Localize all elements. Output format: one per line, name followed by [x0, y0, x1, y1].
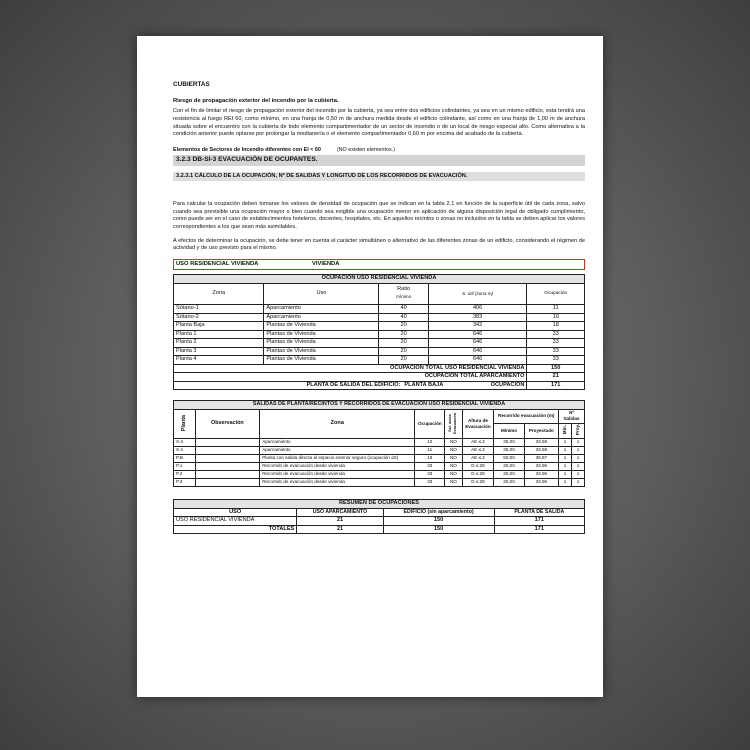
ratio-cell: 20 [379, 339, 428, 348]
planta-cell: S-2 [174, 438, 196, 446]
uso-label: USO RESIDENCIAL VIVIENDA [176, 260, 259, 267]
zona-cell: Aparcamiento [260, 438, 415, 446]
superficie-cell: 646 [428, 330, 527, 339]
planta-salida-ocup-label: OCUPACION [490, 381, 525, 388]
occupancy-row [174, 356, 585, 365]
minimo-cell: 25,00 [494, 478, 524, 486]
col-ratio: Ratio mínimo [379, 284, 428, 305]
summary-salida: 171 [494, 517, 584, 526]
ocupacion-cell: 33 [527, 339, 585, 348]
ocupacion-cell: 33 [527, 347, 585, 356]
altura-cell: D ≤ 28 [462, 478, 494, 486]
zona-cell: Planta con salida directa al espacio exterior seguro (ocupación ≤S) [260, 454, 415, 462]
planta-cell: P.2 [174, 470, 196, 478]
summary-uso: USO RESIDENCIAL VIVIENDA [174, 517, 297, 526]
col-nproy: Proy. [571, 423, 584, 438]
summary-row [174, 517, 585, 526]
salida-unica-cell: NO [445, 446, 462, 454]
minimo-cell: 35,00 [494, 438, 524, 446]
exits-row [174, 470, 585, 478]
altura-cell: AE ≤ 2 [462, 438, 494, 446]
uso-cell: Aparcamiento [264, 313, 379, 322]
superficie-cell: 406 [428, 305, 527, 314]
exits-caption: SALIDAS DE PLANTA/RECINTOS Y RECORRIDOS DE EVACUACION USO RESIDENCIAL VIVIENDA [174, 401, 585, 409]
zona-cell: Planta Baja [174, 322, 264, 331]
zona-cell: Recorrido de evacuación desde vivienda [260, 462, 415, 470]
exits-row [174, 478, 585, 486]
sector-label: Elementos de Sectores de Incendio diferentes con EI < 60 [173, 146, 321, 153]
nproy-cell: 1 [571, 462, 584, 470]
col-superficie: S. útil (zona m) [428, 284, 527, 305]
ocupacion-cell: 10 [415, 438, 445, 446]
ocupacion-cell: 11 [527, 305, 585, 314]
uso-cell: Plantas de Vivienda [264, 339, 379, 348]
minimo-cell: 35,00 [494, 446, 524, 454]
ocupacion-cell: 11 [415, 446, 445, 454]
ocupacion-cell: 33 [415, 478, 445, 486]
col-observacion: Observación [195, 409, 260, 438]
nproy-cell: 1 [571, 438, 584, 446]
observacion-cell [195, 438, 260, 446]
exits-row [174, 438, 585, 446]
salida-unica-cell: NO [445, 454, 462, 462]
total-aparcamiento-value: 21 [527, 373, 585, 382]
superficie-cell: 383 [428, 313, 527, 322]
col-minimo: Mínimo [494, 423, 524, 438]
col-salida-unica: Sal. única Evacuación [445, 409, 462, 438]
col-zona: Zona [174, 284, 264, 305]
minimo-cell: 25,00 [494, 462, 524, 470]
superficie-cell: 646 [428, 339, 527, 348]
exits-row [174, 446, 585, 454]
occupancy-row [174, 322, 585, 331]
paragraph-cubierta: Con el fin de limitar el riesgo de propagación exterior del incendio por la cubierta, ya sea entre dos edificios colindantes, ya sea en un mismo edificio, esta tendrá una resistencia al fuego REI 60, como mínimo, en una franja de 0,50 m de anchura medida desde el edificio colindante, así como en una franja de 1,00 m de anchura situada sobre el encuentro con la cubierta de todo elemento compartimentador de un sector de incendio o de un local de riesgo especial alto. Como alternativa a la condición anterior puede optarse por prolongar la medianería o el elemento compartimentador 0,60 m por encima del acabado de la cubierta. [173, 108, 585, 138]
nmin-cell: 1 [559, 478, 572, 486]
summary-edif: 150 [383, 517, 494, 526]
altura-cell: D ≤ 28 [462, 462, 494, 470]
superficie-cell: 646 [428, 347, 527, 356]
summary-aparc: 21 [297, 517, 383, 526]
altura-cell: AE ≤ 2 [462, 446, 494, 454]
proyectado-cell: 33,96 [524, 470, 558, 478]
proyectado-cell: 33,96 [524, 462, 558, 470]
occupancy-row [174, 305, 585, 314]
minimo-cell: 25,00 [494, 470, 524, 478]
subheading-propagacion: Riesgo de propagación exterior del incendio por la cubierta. [173, 97, 339, 104]
ocupacion-cell: 10 [527, 313, 585, 322]
totals-label: TOTALES [174, 525, 297, 534]
superficie-cell: 342 [428, 322, 527, 331]
ratio-cell: 20 [379, 322, 428, 331]
total-residencial-label: OCUPACION TOTAL USO RESIDENCIAL VIVIENDA [174, 364, 527, 373]
ocupacion-cell: 33 [527, 330, 585, 339]
zona-cell: Sótano-2 [174, 313, 264, 322]
proyectado-cell: 33,96 [524, 478, 558, 486]
col-proyectado: Proyectado [524, 423, 558, 438]
planta-salida-cell [174, 381, 527, 390]
nproy-cell: 1 [571, 446, 584, 454]
zona-cell: Planta 1 [174, 330, 264, 339]
altura-cell: AE ≤ 2 [462, 454, 494, 462]
paragraph-ocupacion: Para calcular la ocupación deben tomarse los valores de densidad de ocupación que se indican en la tabla 2.1 en función de la superficie útil de cada zona, salvo cuando sea previsible una ocupación mayor o bien cuando sea exigible una ocupación menor en aplicación de alguna disposición legal de obligado cumplimiento, como puede ser en el caso de establecimientos hoteleros, docentes, hospitales, etc. En aquellos recintos o zonas no incluidos en la tabla se deben aplicar los valores correspondientes a los que sean más asimilables. [173, 201, 585, 231]
occupancy-row [174, 347, 585, 356]
nmin-cell: 1 [559, 470, 572, 478]
col-uso: Uso [264, 284, 379, 305]
nproy-cell: 1 [571, 470, 584, 478]
observacion-cell [195, 478, 260, 486]
nmin-cell: 1 [559, 438, 572, 446]
planta-cell: P.3 [174, 478, 196, 486]
proyectado-cell: 33,58 [524, 446, 558, 454]
nmin-cell: 1 [559, 454, 572, 462]
occupancy-row [174, 313, 585, 322]
col-zona-exits: Zona [260, 409, 415, 438]
nproy-cell: 1 [571, 454, 584, 462]
zona-cell: Recorrido de evacuación desde vivienda [260, 478, 415, 486]
col-recorrido: Recorrido evacuación (m) [494, 409, 559, 423]
observacion-cell [195, 454, 260, 462]
observacion-cell [195, 462, 260, 470]
total-residencial-value: 150 [527, 364, 585, 373]
col-altura: Altura de Evacuación [462, 409, 494, 438]
ratio-cell: 20 [379, 347, 428, 356]
proyectado-cell: 33,58 [524, 438, 558, 446]
sector-line [173, 147, 585, 154]
planta-cell: P.B. [174, 454, 196, 462]
uso-cell: Plantas de Vivienda [264, 356, 379, 365]
summary-totals [174, 525, 585, 534]
col-ocupacion-exits: Ocupación [415, 409, 445, 438]
ratio-cell: 20 [379, 330, 428, 339]
ocupacion-cell: 18 [527, 322, 585, 331]
uso-cell: Plantas de Vivienda [264, 330, 379, 339]
observacion-cell [195, 446, 260, 454]
totals-edif: 150 [383, 525, 494, 534]
zona-cell: Planta 2 [174, 339, 264, 348]
salida-unica-cell: NO [445, 478, 462, 486]
subsection-title: 3.2.3.1 CÁLCULO DE LA OCUPACIÓN, Nº DE SALIDAS Y LONGITUD DE LOS RECORRIDOS DE EVACUACIÓN. [173, 172, 585, 182]
summary-caption: RESUMEN DE OCUPACIONES [174, 499, 585, 508]
superficie-cell: 646 [428, 356, 527, 365]
proyectado-cell: 39,87 [524, 454, 558, 462]
occupancy-row [174, 330, 585, 339]
document-page [137, 36, 603, 697]
uso-cell: Plantas de Vivienda [264, 322, 379, 331]
uso-cell: Plantas de Vivienda [264, 347, 379, 356]
nmin-cell: 1 [559, 462, 572, 470]
col-nmin: Mín. [559, 423, 572, 438]
ocupacion-cell: 33 [527, 356, 585, 365]
ocupacion-cell: 33 [415, 470, 445, 478]
planta-cell: P.1 [174, 462, 196, 470]
observacion-cell [195, 470, 260, 478]
occupancy-table [173, 274, 585, 390]
ratio-cell: 40 [379, 305, 428, 314]
planta-salida-ocup-value: 171 [527, 381, 585, 390]
salida-unica-cell: NO [445, 438, 462, 446]
planta-cell: S-1 [174, 446, 196, 454]
heading-cubiertas: CUBIERTAS [173, 81, 210, 88]
sector-note: (NO existen elementos.) [336, 146, 395, 153]
zona-cell: Aparcamiento [260, 446, 415, 454]
paragraph-simultaneo: A efectos de determinar la ocupación, se debe tener en cuenta el carácter simultáneo o alternativo de las diferentes zonas de un edificio, considerando el régimen de actividad y de uso previsto para el mismo. [173, 237, 585, 252]
occupancy-row [174, 339, 585, 348]
total-aparcamiento-label: OCUPACION TOTAL APARCAMIENTO [174, 373, 527, 382]
section-title: 3.2.3 DB-SI-3 EVACUACIÓN DE OCUPANTES. [173, 155, 585, 166]
summary-table [173, 499, 585, 534]
ocupacion-cell: 33 [415, 462, 445, 470]
uso-value: VIVIENDA [312, 260, 340, 267]
exits-row [174, 454, 585, 462]
totals-salida: 171 [494, 525, 584, 534]
exits-row [174, 462, 585, 470]
uso-cell: Aparcamiento [264, 305, 379, 314]
exits-table [173, 400, 585, 486]
salida-unica-cell: NO [445, 462, 462, 470]
planta-salida-label: PLANTA DE SALIDA DEL EDIFICIO: [306, 381, 401, 388]
ratio-cell: 40 [379, 313, 428, 322]
col-edif-summary: EDIFICIO (sin aparcamiento) [383, 508, 494, 517]
zona-cell: Sótano-1 [174, 305, 264, 314]
salida-unica-cell: NO [445, 470, 462, 478]
ratio-cell: 20 [379, 356, 428, 365]
col-salida-summary: PLANTA DE SALIDA [494, 508, 584, 517]
planta-salida-value: PLANTA BAJA [404, 381, 444, 388]
col-aparc-summary: USO APARCAMIENTO [297, 508, 383, 517]
col-uso-summary: USO [174, 508, 297, 517]
zona-cell: Planta 3 [174, 347, 264, 356]
col-ocupacion: Ocupación [527, 284, 585, 305]
minimo-cell: 50,00 [494, 454, 524, 462]
col-planta: Planta [174, 409, 196, 438]
totals-aparc: 21 [297, 525, 383, 534]
zona-cell: Planta 4 [174, 356, 264, 365]
ocupacion-cell: 18 [415, 454, 445, 462]
uso-box [173, 259, 585, 271]
nproy-cell: 1 [571, 478, 584, 486]
occupancy-caption: OCUPACION USO RESIDENCIAL VIVIENDA [174, 275, 585, 284]
altura-cell: D ≤ 28 [462, 470, 494, 478]
nmin-cell: 1 [559, 446, 572, 454]
col-n-salidas: Nº Salidas [559, 409, 585, 423]
zona-cell: Recorrido de evacuación desde vivienda [260, 470, 415, 478]
